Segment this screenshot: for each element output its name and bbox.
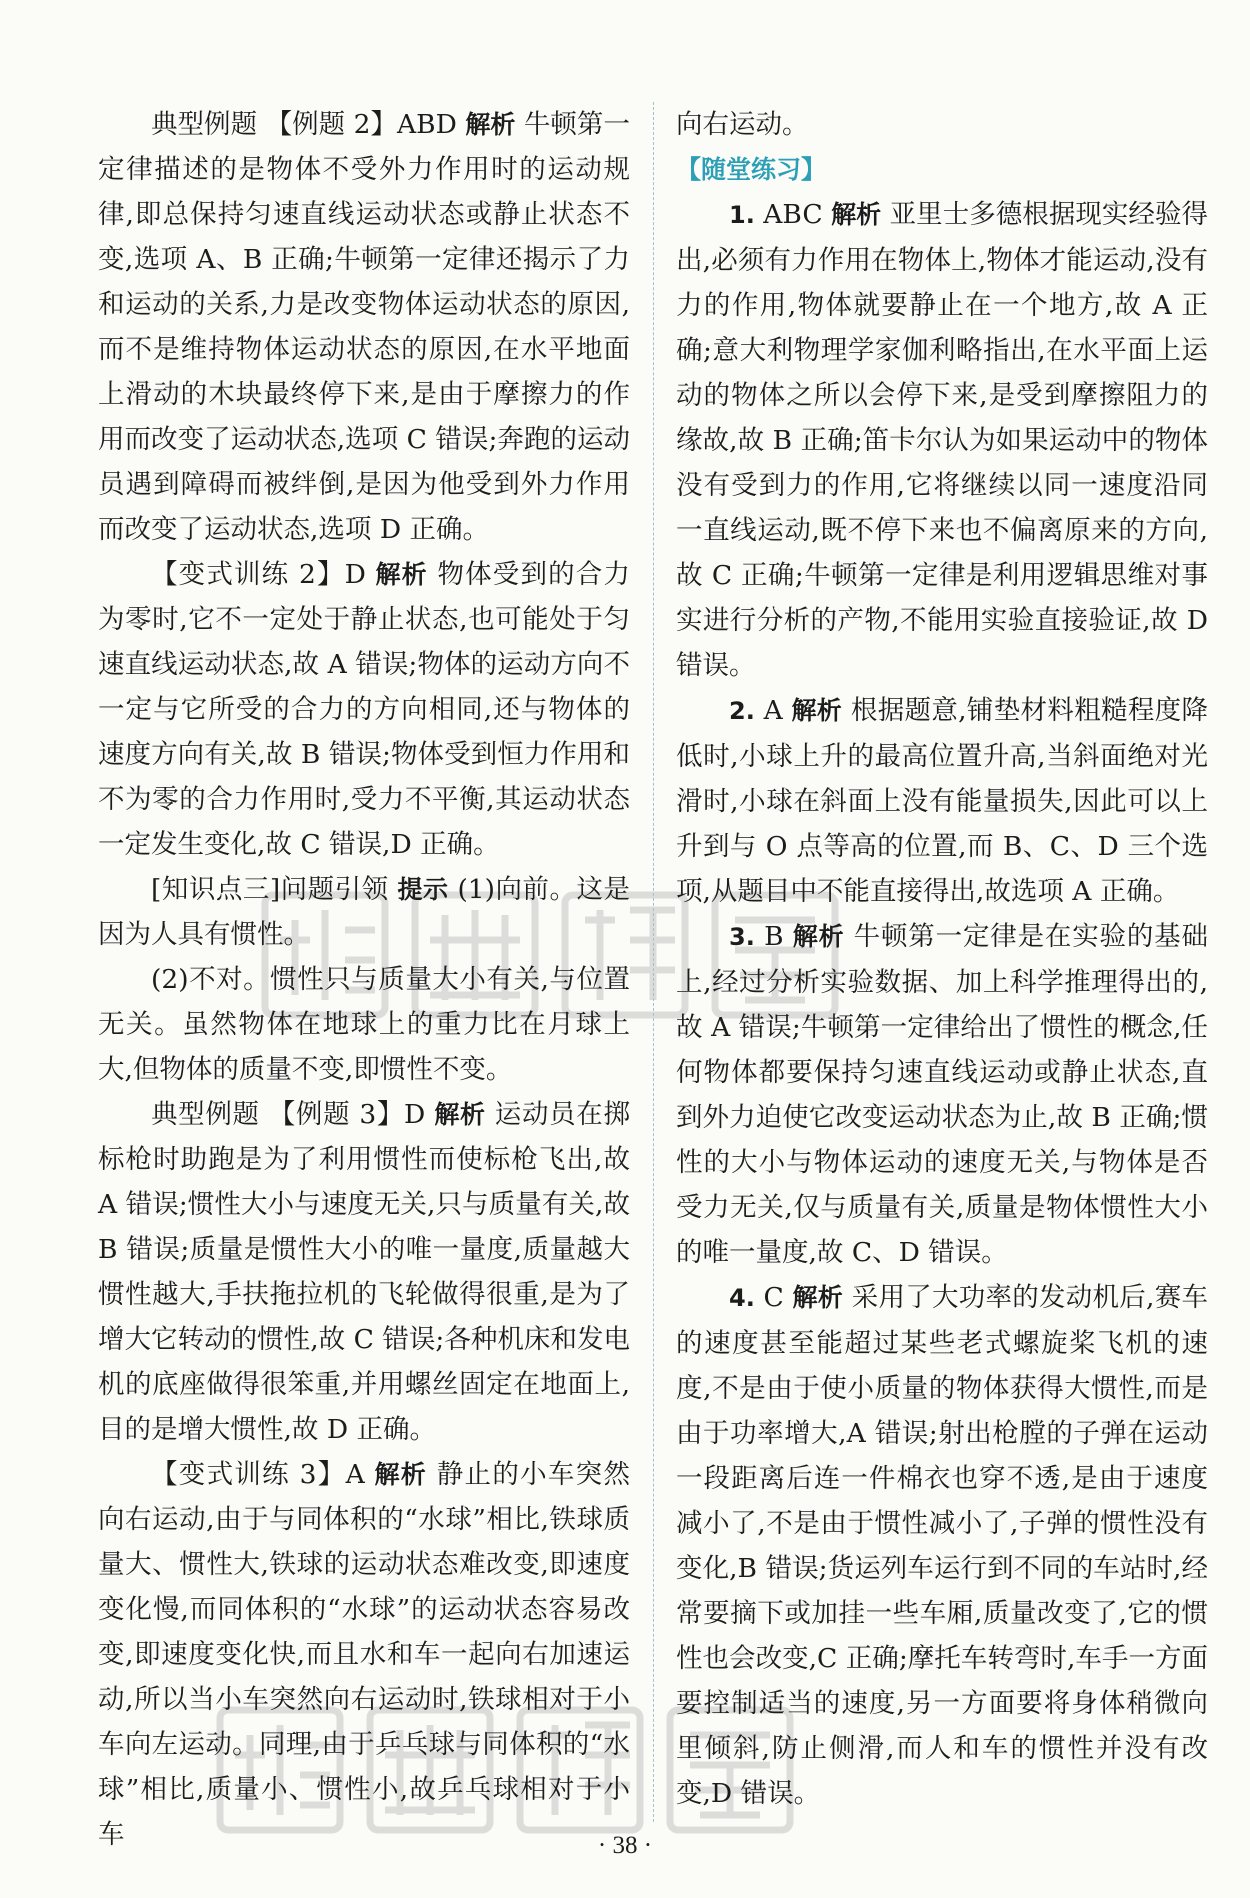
section-heading: 【随堂练习】 (676, 155, 827, 184)
knowledge-point-3-answer-2: (2)不对。惯性只与质量大小有关,与位置无关。虽然物体在地球上的重力比在月球上大,但物体的质量不变,即惯性不变。 (98, 964, 630, 1085)
right-column (676, 102, 1208, 1816)
example-3-answer: 典型例题 【例题 3】D 解析 运动员在掷标枪时助跑是为了利用惯性而使标枪飞出,故 A 错误;惯性大小与速度无关,只与质量有关,故 B 错误;质量是惯性大小的唯一量度,质量越大惯性越大,手扶拖拉机的飞轮做得很重,是为了增大它转动的惯性,故 C 错误;各种机床和发电机的底座做得很笨重,并用螺丝固定在地面上,目的是增大惯性,故 D 正确。 (98, 1099, 630, 1445)
variant-3-continued: 向右运动。 (676, 109, 809, 140)
knowledge-point-3-answer: [知识点三]问题引领 提示 (1)向前。这是因为人具有惯性。 (98, 874, 630, 950)
practice-q1-answer: 1. ABC 解析 亚里士多德根据现实经验得出,必须有力作用在物体上,物体才能运动,没有力的作用,物体就要静止在一个地方,故 A 正确;意大利物理学家伽利略指出,在水平面上运动的物体之所以会停下来,是受到摩擦阻力的缘故,故 B 正确;笛卡尔认为如果运动中的物体没有受到力的作用,它将继续以同一速度沿同一直线运动,既不停下来也不偏离原来的方向,故 C 正确;牛顿第一定律是利用逻辑思维对事实进行分析的产物,不能用实验直接验证,故 D 错误。 (676, 199, 1208, 681)
practice-q3-answer: 3. B 解析 牛顿第一定律是在实验的基础上,经过分析实验数据、加上科学推理得出的,故 A 错误;牛顿第一定律给出了惯性的概念,任何物体都要保持匀速直线运动或静止状态,直到外力迫使它改变运动状态为止,故 B 正确;惯性的大小与物体运动的速度无关,与物体是否受力无关,仅与质量有关,质量是物体惯性大小的唯一量度,故 C、D 错误。 (676, 921, 1208, 1268)
page-number: · 38 · (597, 1832, 653, 1859)
variant-2-answer: 【变式训练 2】D 解析 物体受到的合力为零时,它不一定处于静止状态,也可能处于匀速直线运动状态,故 A 错误;物体的运动方向不一定与它所受的合力的方向相同,还与物体的速度方向有关,故 B 错误;物体受到恒力作用和不为零的合力作用时,受力不平衡,其运动状态一定发生变化,故 C 错误,D 正确。 (98, 559, 630, 860)
example-2-answer: 典型例题 【例题 2】ABD 解析 牛顿第一定律描述的是物体不受外力作用时的运动规律,即总保持匀速直线运动状态或静止状态不变,选项 A、B 正确;牛顿第一定律还揭示了力和运动的关系,力是改变物体运动状态的原因,而不是维持物体运动状态的原因,在水平地面上滑动的木块最终停下来,是由于摩擦力的作用而改变了运动状态,选项 C 错误;奔跑的运动员遇到障碍而被绊倒,是因为他受到外力作用而改变了运动状态,选项 D 正确。 (98, 109, 630, 545)
practice-q4-answer: 4. C 解析 采用了大功率的发动机后,赛车的速度甚至能超过某些老式螺旋桨飞机的速度,不是由于使小质量的物体获得大惯性,而是由于功率增大,A 错误;射出枪膛的子弹在运动一段距离后连一件棉衣也穿不透,是由于速度减小了,不是由于惯性减小了,子弹的惯性没有变化,B 错误;货运列车运行到不同的车站时,经常要摘下或加挂一些车厢,质量改变了,它的惯性也会改变,C 正确;摩托车转弯时,车手一方面要控制适当的速度,另一方面要将身体稍微向里倾斜,防止侧滑,而人和车的惯性并没有改变,D 错误。 (676, 1282, 1208, 1809)
variant-3-answer: 【变式训练 3】A 解析 静止的小车突然向右运动,由于与同体积的“水球”相比,铁球质量大、惯性大,铁球的运动状态难改变,即速度变化慢,而同体积的“水球”的运动状态容易改变,即速度变化快,而且水和车一起向右加速运动,所以当小车突然向右运动时,铁球相对于小车向左运动。同理,由于乒乓球与同体积的“水球”相比,质量小、惯性小,故乒乓球相对于小车 (98, 1459, 630, 1850)
left-column (98, 102, 630, 1857)
column-divider (653, 102, 654, 1822)
practice-q2-answer: 2. A 解析 根据题意,铺垫材料粗糙程度降低时,小球上升的最高位置升高,当斜面绝对光滑时,小球在斜面上没有能量损失,因此可以上升到与 O 点等高的位置,而 B、C、D 三个选项,从题目中不能直接得出,故选项 A 正确。 (676, 695, 1208, 907)
